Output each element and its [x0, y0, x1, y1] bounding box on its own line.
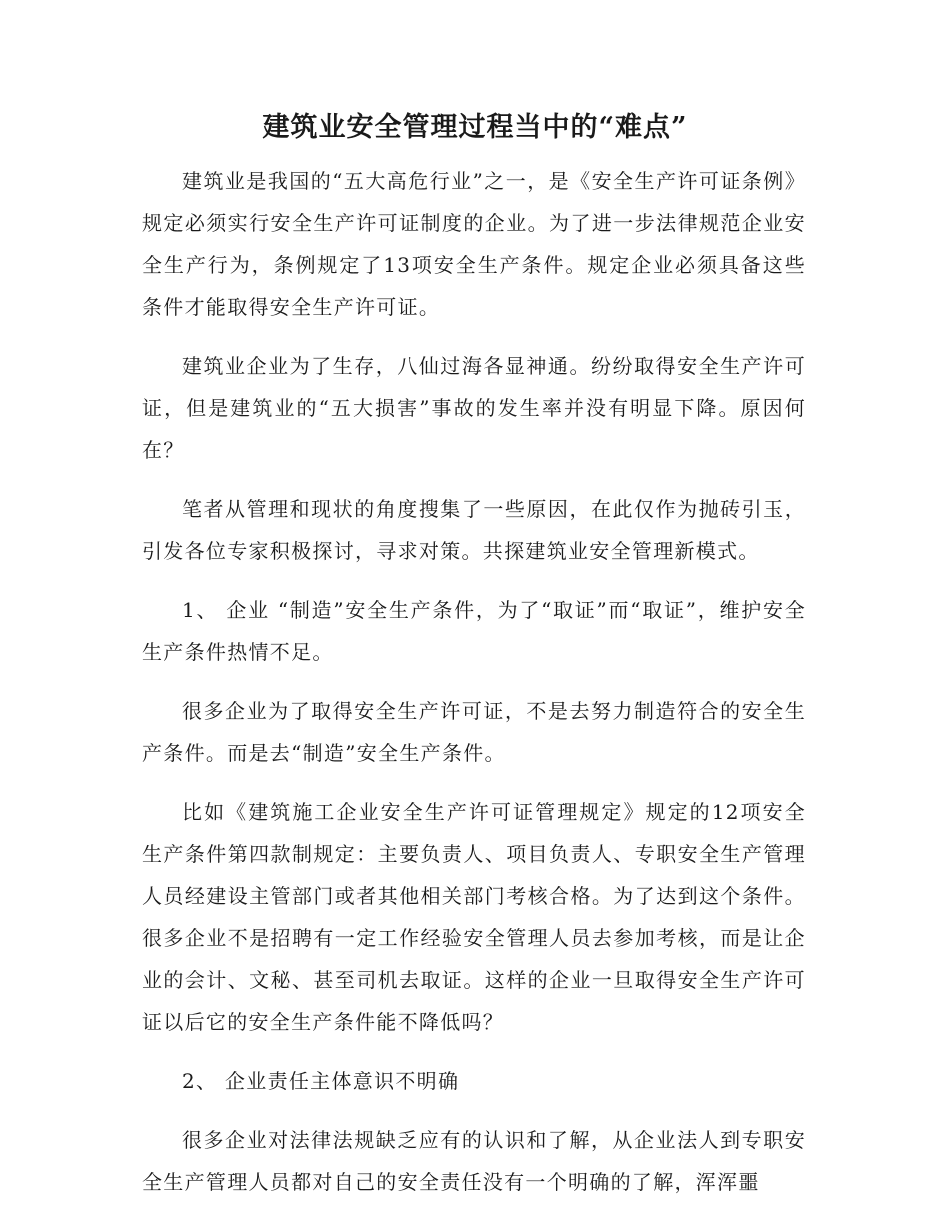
numbered-heading: 1、 企业 “制造”安全生产条件，为了“取证”而“取证”，维护安全生产条件热情不足。 — [142, 598, 806, 664]
paragraph: 很多企业为了取得安全生产许可证，不是去努力制造符合的安全生产条件。而是去“制造”安全生产条件。 — [142, 699, 806, 765]
numbered-heading: 2、 企业责任主体意识不明确 — [182, 1069, 460, 1093]
paragraph: 笔者从管理和现状的角度搜集了一些原因，在此仅作为抛砖引玉，引发各位专家积极探讨，寻求对策。共探建筑业安全管理新模式。 — [142, 497, 806, 563]
paragraph: 比如《建筑施工企业安全生产许可证管理规定》规定的12项安全生产条件第四款制规定：主要负责人、项目负责人、专职安全生产管理人员经建设主管部门或者其他相关部门考核合格。为了达到这个条件。很多企业不是招聘有一定工作经验安全管理人员去参加考核，而是让企业的会计、文秘、甚至司机去取证。这样的企业一旦取得安全生产许可证以后它的安全生产条件能不降低吗？ — [142, 800, 806, 1034]
paragraph: 很多企业对法律法规缺乏应有的认识和了解，从企业法人到专职安全生产管理人员都对自己的安全责任没有一个明确的了解，浑浑噩 — [142, 1128, 806, 1194]
document-title: 建筑业安全管理过程当中的“难点” — [262, 112, 688, 143]
paragraph: 建筑业是我国的“五大高危行业”之一，是《安全生产许可证条例》规定必须实行安全生产许可证制度的企业。为了进一步法律规范企业安全生产行为，条例规定了13项安全生产条件。规定企业必须具备这些条件才能取得安全生产许可证。 — [142, 169, 806, 319]
document-body — [142, 160, 806, 1220]
paragraph: 建筑业企业为了生存，八仙过海各显神通。纷纷取得安全生产许可证，但是建筑业的“五大损害”事故的发生率并没有明显下降。原因何在？ — [142, 354, 806, 462]
